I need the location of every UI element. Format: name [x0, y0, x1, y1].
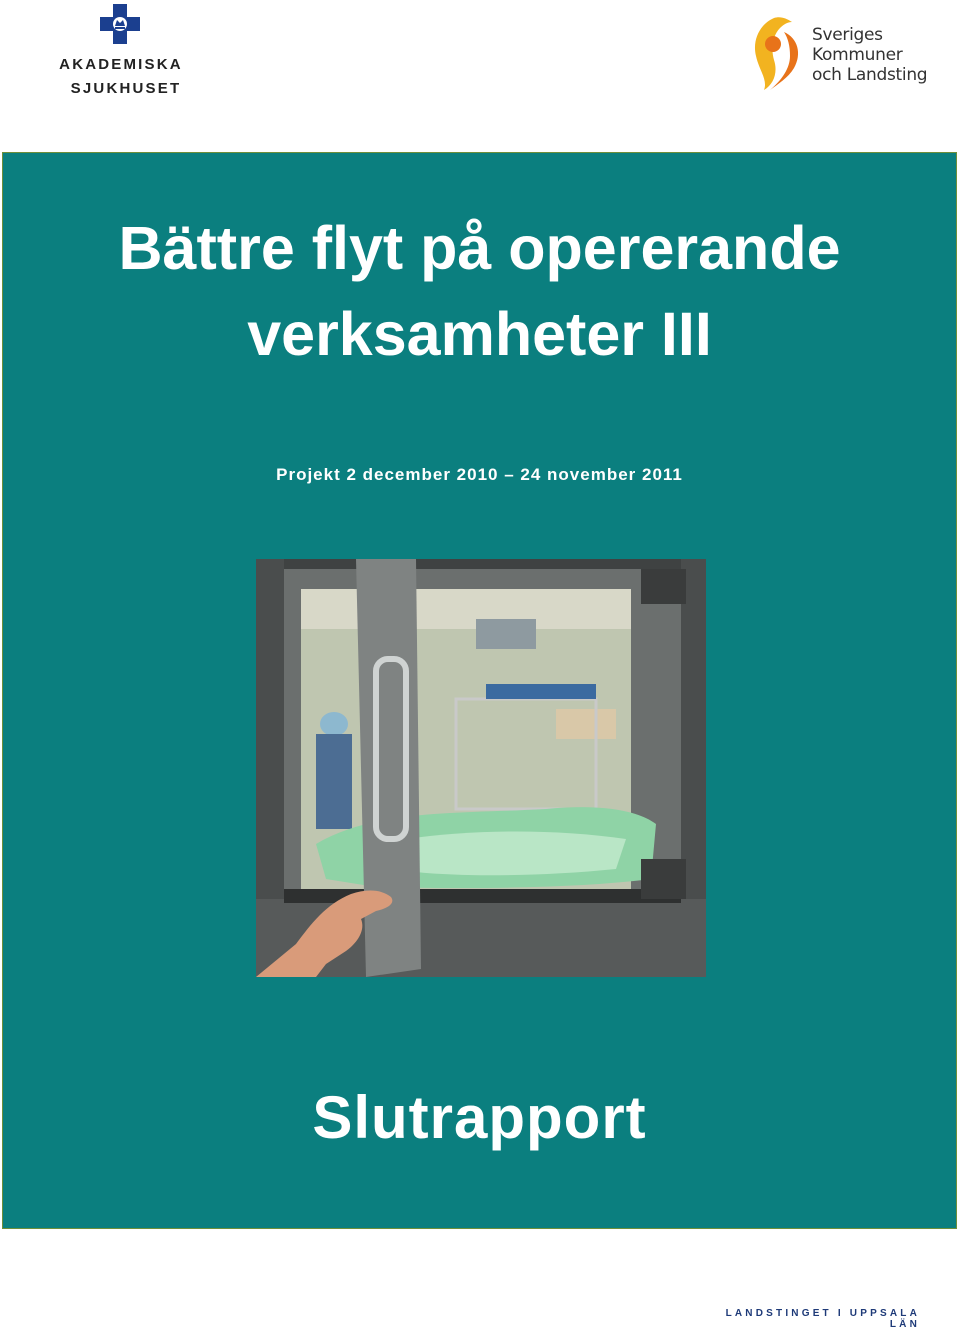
project-dates: Projekt 2 december 2010 – 24 november 2011: [276, 465, 683, 484]
title-line2: verksamheter III: [247, 300, 712, 368]
logo-text-line2: SJUKHUSET: [70, 80, 182, 97]
report-type-label: Slutrapport: [312, 1084, 647, 1151]
logo-text-sveriges: Sveriges: [812, 25, 883, 45]
skl-logo: [744, 14, 934, 94]
title-line1: Bättre flyt på opererande: [118, 214, 841, 282]
cover-photo: [256, 559, 706, 977]
person-figure-icon: [744, 14, 804, 92]
cross-emblem-icon: [100, 4, 140, 44]
cover-panel: [2, 152, 957, 1229]
footer-organization: LANDSTINGET I UPPSALA LÄN: [725, 1308, 920, 1330]
akademiska-sjukhuset-logo: [48, 4, 198, 96]
logo-text-kommuner: Kommuner: [812, 45, 903, 65]
logo-text-line1: AKADEMISKA: [59, 56, 183, 73]
report-title: [3, 205, 956, 377]
logo-text-landsting: och Landsting: [812, 65, 928, 85]
